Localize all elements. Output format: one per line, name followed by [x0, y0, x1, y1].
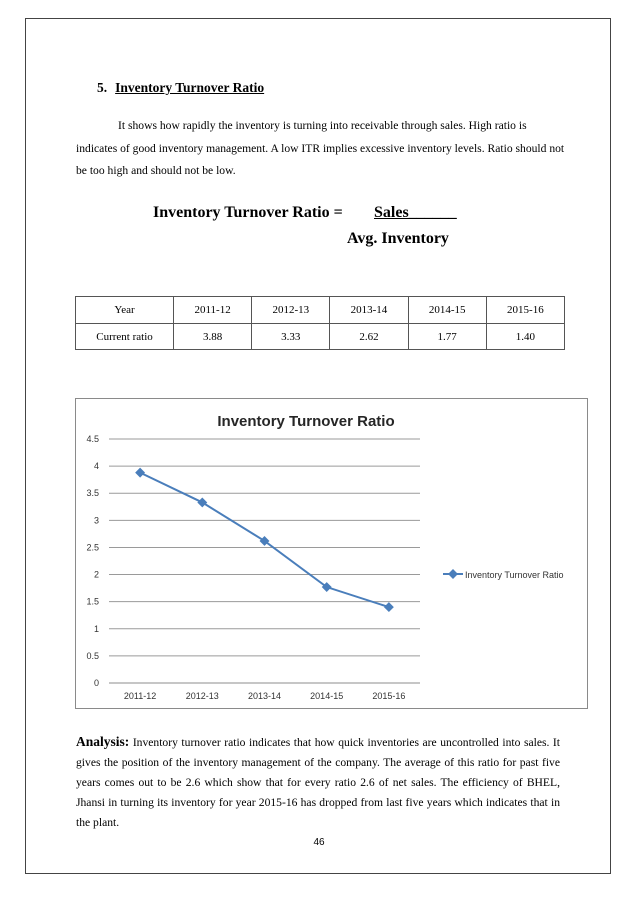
formula-label: Inventory Turnover Ratio = [153, 204, 343, 221]
chart-svg [76, 399, 589, 710]
chart-title: Inventory Turnover Ratio [217, 413, 395, 430]
y-axis-ticks [86, 434, 99, 688]
y-tick-label: 4 [93, 461, 99, 472]
table-row [76, 324, 565, 350]
x-axis-ticks [124, 691, 406, 701]
y-tick-label: 1.5 [86, 596, 99, 607]
page-number: 46 [313, 837, 325, 848]
analysis-label: Analysis: [76, 734, 130, 749]
table-cell: 2014-15 [408, 297, 486, 324]
legend-label: Inventory Turnover Ratio [465, 570, 564, 580]
intro-line: It shows how rapidly the inventory is turning into receivable through sales. High ratio [118, 119, 516, 132]
table-header-row [76, 297, 565, 324]
analysis-text: Inventory turnover ratio indicates that how quick inventories are uncontrolled into sales. It gives the position of the inventory management of the company. The average of this ratio for past five years comes out to be 2.6 which show that for every ratio 2.6 of net sales. The efficiency of BHEL, Jhansi in turning its inventory for year 2015-16 has dropped from last five years which indicates that in the plant. [76, 736, 560, 829]
y-tick-label: 3.5 [86, 488, 99, 499]
chart-series [135, 468, 394, 612]
y-tick-label: 2 [93, 569, 99, 580]
table-cell: 2.62 [330, 324, 408, 350]
table-cell: Year [76, 297, 174, 324]
line-chart [75, 398, 588, 709]
analysis-paragraph [76, 732, 560, 833]
ratio-table [75, 296, 565, 350]
table-cell: 2013-14 [330, 297, 408, 324]
x-tick-label: 2012-13 [185, 691, 219, 701]
intro-line: Ratio should not be too high and should not be low. [76, 141, 565, 177]
x-tick-label: 2013-14 [247, 691, 282, 701]
intro-paragraph [76, 115, 566, 183]
table-cell: 3.33 [252, 324, 330, 350]
table-cell: Current ratio [76, 324, 174, 350]
y-tick-label: 3 [93, 515, 99, 526]
x-tick-label: 2014-15 [310, 691, 344, 701]
table-cell: 2012-13 [252, 297, 330, 324]
legend-marker [448, 569, 458, 579]
x-tick-label: 2011-12 [123, 691, 157, 701]
chart-grid [109, 439, 420, 683]
y-tick-label: 0.5 [86, 650, 99, 661]
y-tick-label: 4.5 [86, 434, 99, 444]
table-cell: 2015-16 [486, 297, 564, 324]
section-title: Inventory Turnover Ratio [115, 80, 265, 95]
formula-denominator: Avg. Inventory [347, 230, 449, 247]
table-cell: 1.40 [486, 324, 564, 350]
formula-numerator: Sales______ [374, 204, 457, 221]
chart-legend [443, 569, 564, 580]
section-heading [97, 80, 264, 96]
data-point [135, 468, 145, 478]
intro-line: is indicates of good inventory management. A low ITR implies excessive inventory levels. [76, 119, 527, 155]
y-tick-label: 1 [93, 623, 99, 634]
x-tick-label: 2015-16 [372, 691, 406, 701]
data-point [197, 497, 207, 507]
y-tick-label: 2.5 [86, 542, 99, 553]
table-cell: 1.77 [408, 324, 486, 350]
y-tick-label: 0 [93, 678, 99, 688]
data-point [384, 602, 394, 612]
table-cell: 2011-12 [174, 297, 252, 324]
section-number: 5. [97, 80, 108, 95]
table-cell: 3.88 [174, 324, 252, 350]
